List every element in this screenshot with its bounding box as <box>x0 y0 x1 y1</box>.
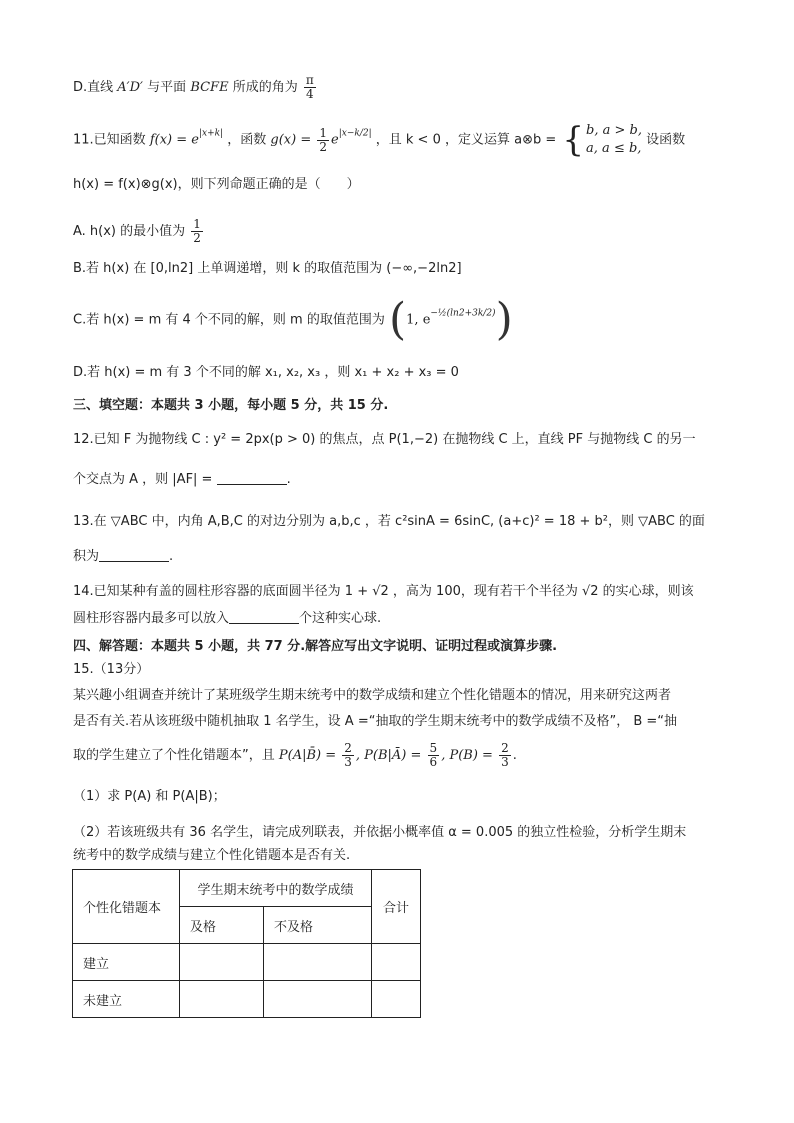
table-row-label: 未建立 <box>73 981 180 1018</box>
section-4-heading: 四、解答题：本题共 5 小题，共 77 分.解答应写出文字说明、证明过程或演算步骤. <box>73 639 558 654</box>
piecewise-definition <box>560 122 642 158</box>
fraction <box>499 742 511 769</box>
cases <box>586 122 642 158</box>
line-label: A′D′ <box>117 80 144 95</box>
q14-text: 圆柱形容器内最多可以放入 <box>73 611 230 626</box>
table-cell[interactable] <box>264 981 372 1018</box>
q15-sub-2-line2: 统考中的数学成绩与建立个性化错题本是否有关. <box>73 848 351 863</box>
q14-end: 个这种实心球. <box>299 611 382 626</box>
prob-expr-1: P(A|B̄) = <box>278 748 341 763</box>
q11-tail: 设函数 <box>646 132 686 148</box>
q11-line1 <box>73 122 685 158</box>
prob-expr-3: , P(B) = <box>441 748 498 763</box>
fraction-numerator: 1 <box>319 125 328 140</box>
fraction-denominator: 2 <box>319 139 328 154</box>
answer-blank[interactable] <box>229 609 299 624</box>
q14-line2 <box>73 609 381 629</box>
fraction-denominator: 2 <box>193 231 201 245</box>
q13-line2 <box>73 547 173 567</box>
fraction-denominator: 6 <box>429 755 438 769</box>
table-cell[interactable] <box>180 944 264 981</box>
fraction-denominator: 3 <box>501 755 509 769</box>
case-1: b, a > b, <box>586 123 642 138</box>
q12-text: 个交点为 A ，则 |AF| = <box>73 472 213 487</box>
q11-option-d: D.若 h(x) = m 有 3 个不同的解 x₁, x₂, x₃ ，则 x₁ + x₂ + x₃ = 0 <box>73 365 459 380</box>
option-a-text: A. h(x) 的最小值为 <box>73 224 186 239</box>
contingency-table <box>72 869 421 1018</box>
q15-para-3 <box>73 742 517 769</box>
g-exponent: |x−k/2| <box>338 128 372 139</box>
fraction-numerator: π <box>305 73 314 87</box>
prob-expr-2: , P(B|Ā) = <box>355 748 426 763</box>
table-total-header: 合计 <box>372 870 421 944</box>
q15-para-2: 是否有关.若从该班级中随机抽取 1 名学生，设 A =“抽取的学生期末统考中的数学成绩不及格”， B =“抽 <box>73 714 677 729</box>
q15-heading: 15.（13分） <box>73 662 150 677</box>
answer-blank[interactable] <box>217 470 287 485</box>
q12-end: . <box>286 472 291 487</box>
fraction <box>428 742 440 769</box>
fraction-numerator: 2 <box>344 741 352 755</box>
option-d-mid: 与平面 <box>147 80 187 95</box>
option-c-range: 1, e <box>406 312 431 328</box>
g-fraction <box>317 127 329 154</box>
g-definition: g(x) = <box>270 132 312 148</box>
table-row <box>73 981 421 1018</box>
left-paren-icon: ( <box>388 294 407 345</box>
angle-fraction <box>304 74 316 101</box>
table-cell[interactable] <box>264 944 372 981</box>
section-3-heading: 三、填空题：本题共 3 小题，每小题 5 分，共 15 分. <box>73 398 389 413</box>
f-exponent: |x+k| <box>198 128 224 139</box>
table-cell[interactable] <box>372 981 421 1018</box>
fraction-numerator: 1 <box>193 217 201 231</box>
q12-line1: 12.已知 F 为抛物线 C : y² = 2px(p > 0) 的焦点，点 P(1,−2) 在抛物线 C 上，直线 PF 与抛物线 C 的另一 <box>73 432 696 447</box>
table-cell[interactable] <box>372 944 421 981</box>
q11-option-a <box>73 218 205 245</box>
q15-para-3-end: . <box>512 748 517 763</box>
q11-number: 11.已知函数 <box>73 132 146 148</box>
fraction-numerator: 5 <box>429 741 438 755</box>
table-row-label: 建立 <box>73 944 180 981</box>
fraction <box>342 742 354 769</box>
q14-line1: 14.已知某种有盖的圆柱形容器的底面圆半径为 1 + √2 ，高为 100，现有若干个半径为 √2 的实心球，则该 <box>73 584 694 599</box>
f-definition: f(x) = e <box>149 132 199 148</box>
table-col-pass: 及格 <box>180 907 264 944</box>
g-base: e <box>331 132 339 148</box>
q13-line1: 13.在 ▽ABC 中，内角 A,B,C 的对边分别为 a,b,c ，若 c²sinA = 6sinC, (a+c)² = 18 + b²，则 ▽ABC 的面 <box>73 514 705 529</box>
table-group-header: 学生期末统考中的数学成绩 <box>180 870 372 907</box>
table-col-fail: 不及格 <box>264 907 372 944</box>
option-d-suffix: 所成的角为 <box>232 80 298 95</box>
left-brace-icon: { <box>562 120 585 160</box>
q11-option-b: B.若 h(x) 在 [0,ln2] 上单调递增，则 k 的取值范围为 (−∞,−2ln2] <box>73 261 462 276</box>
q11-condition: ，且 k < 0 ，定义运算 a⊗b = <box>375 132 557 148</box>
q12-line2 <box>73 470 291 490</box>
fraction-numerator: 2 <box>501 741 509 755</box>
option-d-prefix: D.直线 <box>73 80 114 95</box>
case-2: a, a ≤ b, <box>586 141 642 156</box>
q11-option-c <box>73 294 513 345</box>
right-paren-icon: ) <box>495 294 513 345</box>
plane-label: BCFE <box>190 80 229 95</box>
table-corner-header: 个性化错题本 <box>73 870 180 944</box>
fraction-denominator: 4 <box>306 87 314 101</box>
g-prefix: ，函数 <box>227 132 267 148</box>
q15-sub-2-line1: （2）若该班级共有 36 名学生，请完成列联表，并依据小概率值 α = 0.005 的独立性检验，分析学生期末 <box>73 825 687 840</box>
table-cell[interactable] <box>180 981 264 1018</box>
q11-line2: h(x) = f(x)⊗g(x)，则下列命题正确的是（ ） <box>73 177 360 192</box>
q13-end: . <box>169 549 174 564</box>
answer-blank[interactable] <box>99 547 169 562</box>
q13-text: 积为 <box>73 549 100 564</box>
q15-para-3-text: 取的学生建立了个性化错题本”，且 <box>73 748 275 763</box>
option-c-text: C.若 h(x) = m 有 4 个不同的解，则 m 的取值范围为 <box>73 312 385 328</box>
option-a-fraction <box>191 218 203 245</box>
q15-sub-1: （1）求 P(A) 和 P(A|B)； <box>73 789 226 804</box>
option-d-line <box>73 74 318 101</box>
fraction-denominator: 3 <box>344 755 352 769</box>
option-c-exponent: −½(ln2+3k/2) <box>430 308 496 319</box>
q15-para-1: 某兴趣小组调查并统计了某班级学生期末统考中的数学成绩和建立个性化错题本的情况，用来研究这两者 <box>73 688 672 703</box>
table-row <box>73 944 421 981</box>
